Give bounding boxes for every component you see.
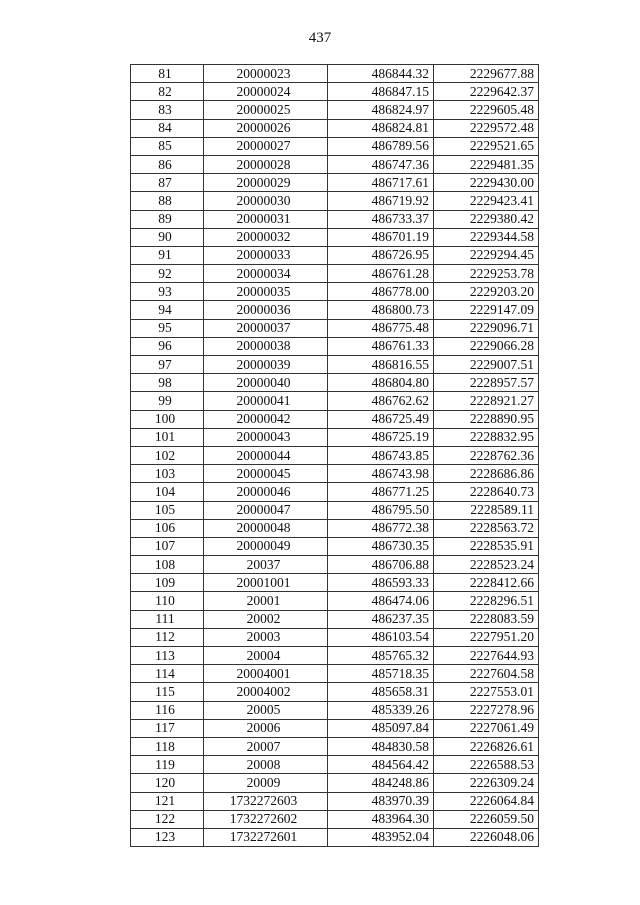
y-coordinate-cell: 2227278.96 bbox=[434, 701, 539, 719]
table-row bbox=[131, 265, 539, 283]
table-row bbox=[131, 210, 539, 228]
x-coordinate-cell: 486743.85 bbox=[328, 446, 434, 464]
row-number-cell: 93 bbox=[131, 283, 204, 301]
x-coordinate-cell: 486847.15 bbox=[328, 83, 434, 101]
x-coordinate-cell: 486775.48 bbox=[328, 319, 434, 337]
table-row bbox=[131, 683, 539, 701]
point-id-cell: 20000026 bbox=[204, 119, 328, 137]
point-id-cell: 20000037 bbox=[204, 319, 328, 337]
x-coordinate-cell: 486726.95 bbox=[328, 246, 434, 264]
point-id-cell: 20000023 bbox=[204, 65, 328, 83]
row-number-cell: 107 bbox=[131, 537, 204, 555]
point-id-cell: 20000034 bbox=[204, 265, 328, 283]
x-coordinate-cell: 486701.19 bbox=[328, 228, 434, 246]
table-row bbox=[131, 101, 539, 119]
y-coordinate-cell: 2229677.88 bbox=[434, 65, 539, 83]
x-coordinate-cell: 486474.06 bbox=[328, 592, 434, 610]
row-number-cell: 109 bbox=[131, 574, 204, 592]
point-id-cell: 20000027 bbox=[204, 137, 328, 155]
y-coordinate-cell: 2226064.84 bbox=[434, 792, 539, 810]
row-number-cell: 96 bbox=[131, 337, 204, 355]
table-row bbox=[131, 337, 539, 355]
y-coordinate-cell: 2229007.51 bbox=[434, 356, 539, 374]
point-id-cell: 20009 bbox=[204, 774, 328, 792]
x-coordinate-cell: 486706.88 bbox=[328, 556, 434, 574]
x-coordinate-cell: 486800.73 bbox=[328, 301, 434, 319]
x-coordinate-cell: 485097.84 bbox=[328, 719, 434, 737]
y-coordinate-cell: 2229294.45 bbox=[434, 246, 539, 264]
row-number-cell: 118 bbox=[131, 737, 204, 755]
x-coordinate-cell: 486719.92 bbox=[328, 192, 434, 210]
row-number-cell: 123 bbox=[131, 828, 204, 846]
y-coordinate-cell: 2229572.48 bbox=[434, 119, 539, 137]
y-coordinate-cell: 2227951.20 bbox=[434, 628, 539, 646]
point-id-cell: 20004 bbox=[204, 647, 328, 665]
x-coordinate-cell: 486237.35 bbox=[328, 610, 434, 628]
row-number-cell: 87 bbox=[131, 174, 204, 192]
row-number-cell: 105 bbox=[131, 501, 204, 519]
row-number-cell: 120 bbox=[131, 774, 204, 792]
y-coordinate-cell: 2226309.24 bbox=[434, 774, 539, 792]
point-id-cell: 20000036 bbox=[204, 301, 328, 319]
x-coordinate-cell: 486804.80 bbox=[328, 374, 434, 392]
row-number-cell: 88 bbox=[131, 192, 204, 210]
y-coordinate-cell: 2227644.93 bbox=[434, 647, 539, 665]
point-id-cell: 20000042 bbox=[204, 410, 328, 428]
point-id-cell: 20000032 bbox=[204, 228, 328, 246]
point-id-cell: 20000047 bbox=[204, 501, 328, 519]
row-number-cell: 95 bbox=[131, 319, 204, 337]
x-coordinate-cell: 483952.04 bbox=[328, 828, 434, 846]
x-coordinate-cell: 484564.42 bbox=[328, 756, 434, 774]
point-id-cell: 20000048 bbox=[204, 519, 328, 537]
y-coordinate-cell: 2228640.73 bbox=[434, 483, 539, 501]
y-coordinate-cell: 2228957.57 bbox=[434, 374, 539, 392]
point-id-cell: 1732272603 bbox=[204, 792, 328, 810]
table-row bbox=[131, 537, 539, 555]
y-coordinate-cell: 2228589.11 bbox=[434, 501, 539, 519]
point-id-cell: 20000030 bbox=[204, 192, 328, 210]
table-row bbox=[131, 501, 539, 519]
row-number-cell: 97 bbox=[131, 356, 204, 374]
point-id-cell: 1732272602 bbox=[204, 810, 328, 828]
point-id-cell: 20000043 bbox=[204, 428, 328, 446]
row-number-cell: 116 bbox=[131, 701, 204, 719]
row-number-cell: 99 bbox=[131, 392, 204, 410]
row-number-cell: 121 bbox=[131, 792, 204, 810]
x-coordinate-cell: 485658.31 bbox=[328, 683, 434, 701]
y-coordinate-cell: 2228523.24 bbox=[434, 556, 539, 574]
row-number-cell: 114 bbox=[131, 665, 204, 683]
y-coordinate-cell: 2228890.95 bbox=[434, 410, 539, 428]
table-row bbox=[131, 301, 539, 319]
y-coordinate-cell: 2228686.86 bbox=[434, 465, 539, 483]
table-row bbox=[131, 701, 539, 719]
y-coordinate-cell: 2228296.51 bbox=[434, 592, 539, 610]
table-row bbox=[131, 428, 539, 446]
y-coordinate-cell: 2229380.42 bbox=[434, 210, 539, 228]
y-coordinate-cell: 2226048.06 bbox=[434, 828, 539, 846]
point-id-cell: 20000024 bbox=[204, 83, 328, 101]
y-coordinate-cell: 2228535.91 bbox=[434, 537, 539, 555]
row-number-cell: 101 bbox=[131, 428, 204, 446]
coordinates-table bbox=[130, 64, 539, 847]
table-row bbox=[131, 628, 539, 646]
table-body bbox=[131, 65, 539, 847]
table-row bbox=[131, 283, 539, 301]
y-coordinate-cell: 2229147.09 bbox=[434, 301, 539, 319]
table-row bbox=[131, 155, 539, 173]
y-coordinate-cell: 2229642.37 bbox=[434, 83, 539, 101]
row-number-cell: 104 bbox=[131, 483, 204, 501]
y-coordinate-cell: 2229253.78 bbox=[434, 265, 539, 283]
x-coordinate-cell: 486824.81 bbox=[328, 119, 434, 137]
table-row bbox=[131, 647, 539, 665]
row-number-cell: 94 bbox=[131, 301, 204, 319]
row-number-cell: 82 bbox=[131, 83, 204, 101]
row-number-cell: 91 bbox=[131, 246, 204, 264]
table-row bbox=[131, 119, 539, 137]
table-row bbox=[131, 574, 539, 592]
table-row bbox=[131, 228, 539, 246]
y-coordinate-cell: 2228083.59 bbox=[434, 610, 539, 628]
point-id-cell: 20037 bbox=[204, 556, 328, 574]
table-row bbox=[131, 356, 539, 374]
table-row bbox=[131, 446, 539, 464]
point-id-cell: 20000028 bbox=[204, 155, 328, 173]
point-id-cell: 1732272601 bbox=[204, 828, 328, 846]
y-coordinate-cell: 2228921.27 bbox=[434, 392, 539, 410]
y-coordinate-cell: 2229096.71 bbox=[434, 319, 539, 337]
point-id-cell: 20008 bbox=[204, 756, 328, 774]
row-number-cell: 115 bbox=[131, 683, 204, 701]
y-coordinate-cell: 2229203.20 bbox=[434, 283, 539, 301]
point-id-cell: 20000038 bbox=[204, 337, 328, 355]
x-coordinate-cell: 483964.30 bbox=[328, 810, 434, 828]
row-number-cell: 86 bbox=[131, 155, 204, 173]
table-row bbox=[131, 65, 539, 83]
row-number-cell: 92 bbox=[131, 265, 204, 283]
table-row bbox=[131, 737, 539, 755]
x-coordinate-cell: 486747.36 bbox=[328, 155, 434, 173]
x-coordinate-cell: 486743.98 bbox=[328, 465, 434, 483]
y-coordinate-cell: 2229521.65 bbox=[434, 137, 539, 155]
y-coordinate-cell: 2229066.28 bbox=[434, 337, 539, 355]
table-row bbox=[131, 392, 539, 410]
table-row bbox=[131, 828, 539, 846]
y-coordinate-cell: 2228762.36 bbox=[434, 446, 539, 464]
x-coordinate-cell: 486789.56 bbox=[328, 137, 434, 155]
table-row bbox=[131, 465, 539, 483]
x-coordinate-cell: 485718.35 bbox=[328, 665, 434, 683]
row-number-cell: 113 bbox=[131, 647, 204, 665]
point-id-cell: 20000035 bbox=[204, 283, 328, 301]
row-number-cell: 81 bbox=[131, 65, 204, 83]
row-number-cell: 119 bbox=[131, 756, 204, 774]
point-id-cell: 20001001 bbox=[204, 574, 328, 592]
x-coordinate-cell: 486824.97 bbox=[328, 101, 434, 119]
row-number-cell: 84 bbox=[131, 119, 204, 137]
row-number-cell: 112 bbox=[131, 628, 204, 646]
table-row bbox=[131, 665, 539, 683]
table-row bbox=[131, 483, 539, 501]
row-number-cell: 117 bbox=[131, 719, 204, 737]
x-coordinate-cell: 486717.61 bbox=[328, 174, 434, 192]
point-id-cell: 20005 bbox=[204, 701, 328, 719]
point-id-cell: 20007 bbox=[204, 737, 328, 755]
point-id-cell: 20006 bbox=[204, 719, 328, 737]
x-coordinate-cell: 486771.25 bbox=[328, 483, 434, 501]
point-id-cell: 20004002 bbox=[204, 683, 328, 701]
x-coordinate-cell: 486844.32 bbox=[328, 65, 434, 83]
point-id-cell: 20000025 bbox=[204, 101, 328, 119]
point-id-cell: 20000041 bbox=[204, 392, 328, 410]
y-coordinate-cell: 2229430.00 bbox=[434, 174, 539, 192]
table-row bbox=[131, 519, 539, 537]
table-row bbox=[131, 792, 539, 810]
point-id-cell: 20000040 bbox=[204, 374, 328, 392]
x-coordinate-cell: 484830.58 bbox=[328, 737, 434, 755]
row-number-cell: 89 bbox=[131, 210, 204, 228]
x-coordinate-cell: 486761.33 bbox=[328, 337, 434, 355]
table-row bbox=[131, 246, 539, 264]
point-id-cell: 20000029 bbox=[204, 174, 328, 192]
row-number-cell: 100 bbox=[131, 410, 204, 428]
table-row bbox=[131, 410, 539, 428]
table-row bbox=[131, 192, 539, 210]
point-id-cell: 20004001 bbox=[204, 665, 328, 683]
x-coordinate-cell: 486725.19 bbox=[328, 428, 434, 446]
y-coordinate-cell: 2226588.53 bbox=[434, 756, 539, 774]
row-number-cell: 110 bbox=[131, 592, 204, 610]
table-row bbox=[131, 774, 539, 792]
x-coordinate-cell: 484248.86 bbox=[328, 774, 434, 792]
table-row bbox=[131, 137, 539, 155]
y-coordinate-cell: 2227061.49 bbox=[434, 719, 539, 737]
row-number-cell: 102 bbox=[131, 446, 204, 464]
x-coordinate-cell: 486816.55 bbox=[328, 356, 434, 374]
point-id-cell: 20000045 bbox=[204, 465, 328, 483]
row-number-cell: 85 bbox=[131, 137, 204, 155]
point-id-cell: 20002 bbox=[204, 610, 328, 628]
row-number-cell: 90 bbox=[131, 228, 204, 246]
point-id-cell: 20000039 bbox=[204, 356, 328, 374]
table-row bbox=[131, 719, 539, 737]
x-coordinate-cell: 486795.50 bbox=[328, 501, 434, 519]
row-number-cell: 108 bbox=[131, 556, 204, 574]
x-coordinate-cell: 486593.33 bbox=[328, 574, 434, 592]
point-id-cell: 20000031 bbox=[204, 210, 328, 228]
x-coordinate-cell: 483970.39 bbox=[328, 792, 434, 810]
y-coordinate-cell: 2226826.61 bbox=[434, 737, 539, 755]
point-id-cell: 20001 bbox=[204, 592, 328, 610]
row-number-cell: 122 bbox=[131, 810, 204, 828]
y-coordinate-cell: 2228563.72 bbox=[434, 519, 539, 537]
y-coordinate-cell: 2227553.01 bbox=[434, 683, 539, 701]
x-coordinate-cell: 485765.32 bbox=[328, 647, 434, 665]
row-number-cell: 98 bbox=[131, 374, 204, 392]
table-row bbox=[131, 174, 539, 192]
row-number-cell: 111 bbox=[131, 610, 204, 628]
y-coordinate-cell: 2227604.58 bbox=[434, 665, 539, 683]
table-row bbox=[131, 556, 539, 574]
table-row bbox=[131, 83, 539, 101]
x-coordinate-cell: 486733.37 bbox=[328, 210, 434, 228]
table-row bbox=[131, 319, 539, 337]
table-row bbox=[131, 374, 539, 392]
x-coordinate-cell: 486778.00 bbox=[328, 283, 434, 301]
point-id-cell: 20000033 bbox=[204, 246, 328, 264]
point-id-cell: 20000049 bbox=[204, 537, 328, 555]
y-coordinate-cell: 2229344.58 bbox=[434, 228, 539, 246]
row-number-cell: 106 bbox=[131, 519, 204, 537]
y-coordinate-cell: 2228832.95 bbox=[434, 428, 539, 446]
x-coordinate-cell: 485339.26 bbox=[328, 701, 434, 719]
table-row bbox=[131, 610, 539, 628]
x-coordinate-cell: 486761.28 bbox=[328, 265, 434, 283]
page-number: 437 bbox=[308, 30, 332, 46]
y-coordinate-cell: 2226059.50 bbox=[434, 810, 539, 828]
y-coordinate-cell: 2228412.66 bbox=[434, 574, 539, 592]
x-coordinate-cell: 486772.38 bbox=[328, 519, 434, 537]
y-coordinate-cell: 2229481.35 bbox=[434, 155, 539, 173]
y-coordinate-cell: 2229605.48 bbox=[434, 101, 539, 119]
y-coordinate-cell: 2229423.41 bbox=[434, 192, 539, 210]
x-coordinate-cell: 486725.49 bbox=[328, 410, 434, 428]
row-number-cell: 103 bbox=[131, 465, 204, 483]
table-row bbox=[131, 810, 539, 828]
point-id-cell: 20003 bbox=[204, 628, 328, 646]
x-coordinate-cell: 486730.35 bbox=[328, 537, 434, 555]
row-number-cell: 83 bbox=[131, 101, 204, 119]
point-id-cell: 20000046 bbox=[204, 483, 328, 501]
x-coordinate-cell: 486103.54 bbox=[328, 628, 434, 646]
table-row bbox=[131, 756, 539, 774]
point-id-cell: 20000044 bbox=[204, 446, 328, 464]
x-coordinate-cell: 486762.62 bbox=[328, 392, 434, 410]
table-row bbox=[131, 592, 539, 610]
